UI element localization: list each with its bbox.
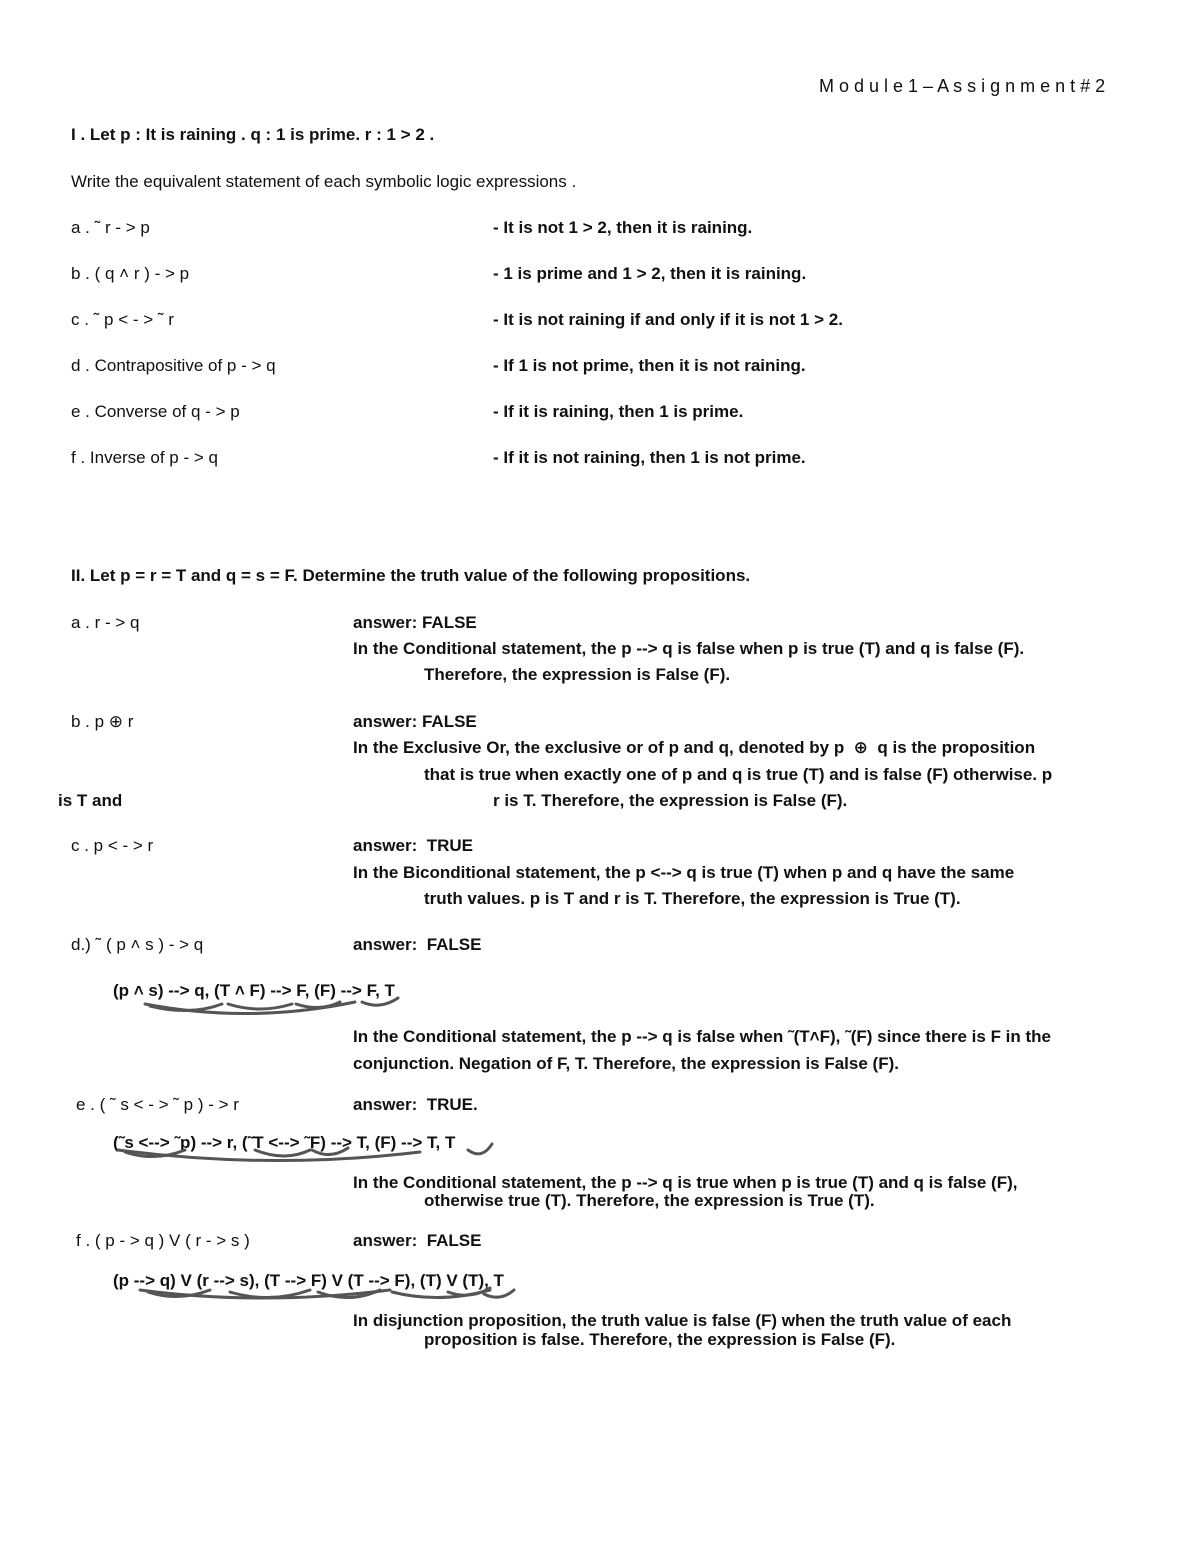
part1-expr-b: b . ( q ˄ r ) - > p	[71, 264, 190, 283]
arc-e-4	[312, 1148, 348, 1155]
part2-explanation-a-line1: In the Conditional statement, the p --> q is false when p is true (T) and q is false (F).	[353, 639, 1025, 658]
part1-heading: I . Let p : It is raining . q : 1 is prime. r : 1 > 2 .	[71, 125, 435, 144]
part2-expr-b: b . p ⊕ r	[71, 712, 134, 731]
part1-answer-a: - It is not 1 > 2, then it is raining.	[493, 218, 753, 237]
part2-expr-d: d.) ˜ ( p ˄ s ) - > q	[71, 935, 204, 954]
part1-expr-e: e . Converse of q - > p	[71, 402, 240, 421]
part1-instruction: Write the equivalent statement of each symbolic logic expressions .	[71, 172, 577, 191]
part2-answer-d: answer: FALSE	[353, 935, 482, 954]
part2-work-f: (p --> q) V (r --> s), (T --> F) V (T --> F), (T) V (T), T	[113, 1271, 504, 1290]
part2-explanation-b-line1: In the Exclusive Or, the exclusive or of p and q, denoted by p ⊕ q is the proposition	[353, 738, 1036, 757]
part1-answer-f: - If it is not raining, then 1 is not prime.	[493, 448, 806, 467]
part1-answer-e: - If it is raining, then 1 is prime.	[493, 402, 744, 421]
part2-explanation-d-line1: In the Conditional statement, the p --> q is false when ˜(T˄F), ˜(F) since there is F in the	[353, 1027, 1052, 1046]
part2-expr-c: c . p < - > r	[71, 836, 154, 855]
part1-expr-f: f . Inverse of p - > q	[71, 448, 218, 467]
part2-answer-b: answer: FALSE	[353, 712, 477, 731]
part2-work-e: (˜s <--> ˜p) --> r, (˜T <--> ˜F) --> T, (F) --> T, T	[113, 1133, 456, 1152]
arc-d-3	[228, 1004, 292, 1009]
part2-answer-c: answer: TRUE	[353, 836, 473, 855]
arc-d-2	[150, 1004, 222, 1011]
part2-explanation-b-line3-right: r is T. Therefore, the expression is False (F).	[493, 791, 848, 810]
part2-answer-e: answer: TRUE.	[353, 1095, 478, 1114]
part2-explanation-a-line2: Therefore, the expression is False (F).	[424, 665, 731, 684]
part1-answer-c: - It is not raining if and only if it is not 1 > 2.	[493, 310, 843, 329]
part1-expr-d: d . Contrapositive of p - > q	[71, 356, 276, 375]
arc-d-5	[362, 998, 398, 1005]
document-title: M o d u l e 1 – A s s i g n m e n t # 2	[819, 76, 1106, 96]
part2-expr-f: f . ( p - > q ) V ( r - > s )	[76, 1231, 250, 1250]
part2-heading: II. Let p = r = T and q = s = F. Determine the truth value of the following propositions.	[71, 566, 751, 585]
part2-explanation-e-line2: otherwise true (T). Therefore, the expression is True (T).	[424, 1191, 875, 1210]
part2-expr-a: a . r - > q	[71, 613, 140, 632]
part2-answer-f: answer: FALSE	[353, 1231, 482, 1250]
part2-explanation-d-line2: conjunction. Negation of F, T. Therefore, the expression is False (F).	[353, 1054, 899, 1073]
part2-explanation-c-line2: truth values. p is T and r is T. Therefore, the expression is True (T).	[424, 889, 961, 908]
part2-explanation-f-line2: proposition is false. Therefore, the expression is False (F).	[424, 1330, 896, 1349]
part2-explanation-b-line3-left: is T and	[58, 791, 123, 810]
part2-explanation-b-line2: that is true when exactly one of p and q is true (T) and is false (F) otherwise. p	[424, 765, 1053, 784]
part2-explanation-e-line1: In the Conditional statement, the p --> q is true when p is true (T) and q is false (F),	[353, 1173, 1018, 1192]
part1-expr-c: c . ˜ p < - > ˜ r	[71, 310, 174, 329]
part1-expr-a: a . ˜ r - > p	[71, 218, 150, 237]
part2-expr-e: e . ( ˜ s < - > ˜ p ) - > r	[76, 1095, 239, 1114]
part2-answer-a: answer: FALSE	[353, 613, 477, 632]
part2-work-d: (p ˄ s) --> q, (T ˄ F) --> F, (F) --> F, T	[113, 981, 395, 1000]
part1-answer-b: - 1 is prime and 1 > 2, then it is raining.	[493, 264, 807, 283]
arc-e-3	[255, 1150, 310, 1156]
part2-explanation-c-line1: In the Biconditional statement, the p <--> q is true (T) when p and q have the same	[353, 863, 1015, 882]
arc-e-5	[468, 1144, 492, 1154]
part2-explanation-f-line1: In disjunction proposition, the truth value is false (F) when the truth value of each	[353, 1311, 1012, 1330]
part1-answer-d: - If 1 is not prime, then it is not raining.	[493, 356, 806, 375]
